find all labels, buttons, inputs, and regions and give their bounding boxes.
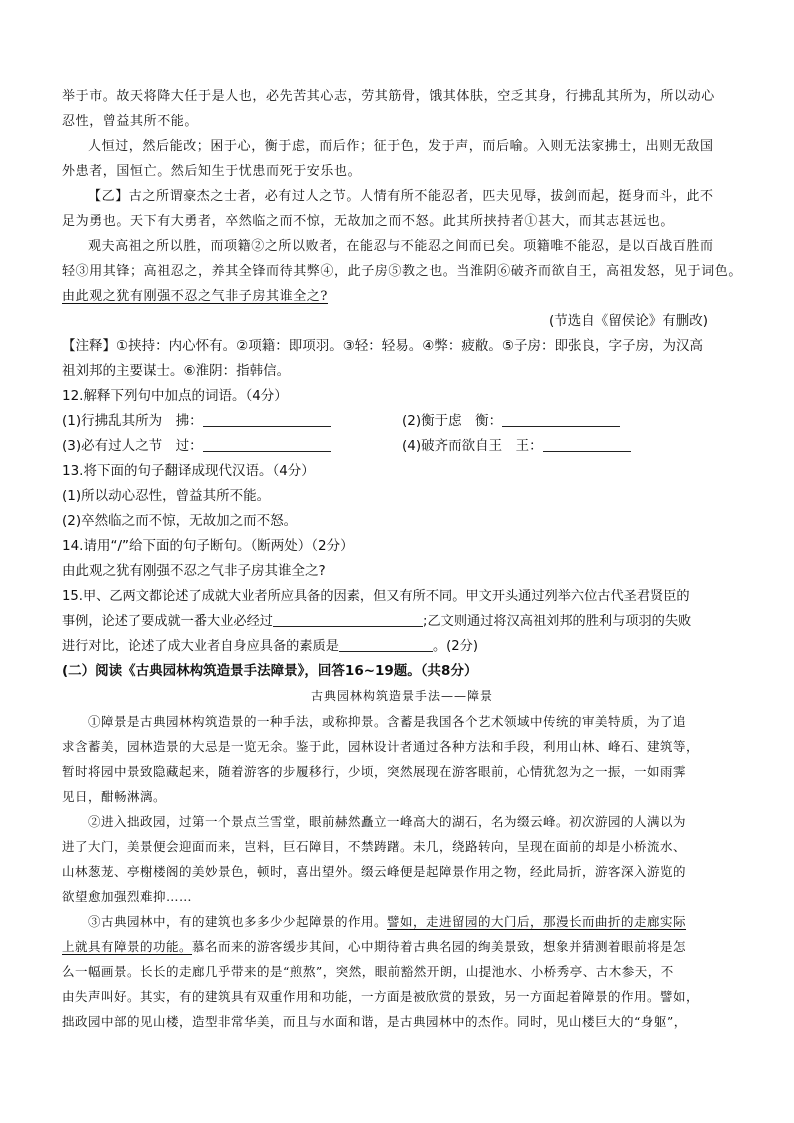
passage-yi-line-3: 观夫高祖之所以胜，而项籍②之所以败者，在能忍与不能忍之间而已矣。项籍唯不能忍，是以百战百胜而	[88, 239, 714, 254]
article-p3-line-1	[62, 909, 742, 934]
article-title: 古典园林构筑造景手法——障景	[310, 689, 493, 703]
article-p2-line-4: 欲望愈加强烈难抑……	[62, 889, 193, 904]
answer-blank[interactable]	[543, 437, 631, 452]
passage-jia-line-4: 外患者，国恒亡。然后知生于忧患而死于安乐也。	[62, 164, 362, 179]
answer-blank[interactable]	[273, 612, 423, 627]
notes-line-2: 祖刘邦的主要谋士。⑥淮阴：指韩信。	[62, 363, 291, 379]
q12-item-1: (1)行拂乱其所为 拂：	[62, 413, 203, 429]
article-p3-underlined-2: 上就具有障景的功能。	[62, 939, 193, 954]
q15-text-3a: 进行对比，论述了成大业者自身应具备的素质是	[62, 639, 339, 654]
answer-blank[interactable]	[502, 412, 620, 427]
q15-text-3b: 。(2分)	[432, 639, 478, 654]
q15-text-2a: 事例，论述了要成就一番大业必经过	[62, 614, 273, 629]
article-p3-line-3: 么一幅画景。长长的走廊几乎带来的是“煎熬”，突然，眼前豁然开朗，山提池水、小桥秀亭、古木参天，不	[62, 964, 674, 979]
source-note: (节选自《留侯论》有删改)	[548, 313, 708, 329]
q15-line-3	[62, 634, 742, 659]
exam-page	[62, 84, 742, 1034]
q12-stem: 12.解释下列句中加点的词语。（4分）	[62, 388, 288, 404]
article-p3-text-1a: ③古典园林中，有的建筑也多多少少起障景的作用。	[88, 914, 388, 929]
q12-item-3: (3)必有过人之节 过：	[62, 438, 203, 454]
notes-line-1: 【注释】①挟持：内心怀有。②项籍：即项羽。③轻：轻易。④弊：疲敝。⑤子房：即张良，字子房，为汉高	[62, 338, 704, 354]
article-p1-line-1: ①障景是古典园林构筑造景的一种手法，或称抑景。含蓄是我国各个艺术领域中传统的审美特质，为了追	[88, 714, 687, 729]
q15-line-2	[62, 609, 742, 634]
article-p3-line-5: 拙政园中部的见山楼，造型非常华美，而且与水面和谐，是古典园林中的杰作。同时，见山楼巨大的“身躯”，	[62, 1014, 687, 1029]
article-p2-line-1: ②进入拙政园，过第一个景点兰雪堂，眼前赫然矗立一峰高大的湖石，名为缀云峰。初次游园的人满以为	[88, 814, 687, 829]
q14-sentence: 由此观之犹有刚强不忍之气非子房其谁全之?	[62, 563, 326, 579]
article-p1-line-2: 求含蓄美，园林造景的大忌是一览无余。鉴于此，园林设计者通过各种方法和手段，利用山林、峰石、建筑等，	[62, 739, 700, 754]
passage-yi-line-1: 【乙】古之所谓豪杰之士者，必有过人之节。人情有所不能忍者，匹夫见辱，拔剑而起，挺身而斗，此不	[88, 189, 714, 204]
q12-item-4: (4)破齐而欲自王 王：	[402, 438, 543, 454]
q12-row-1	[62, 409, 742, 434]
passage-yi-line-5: 由此观之犹有刚强不忍之气非子房其谁全之?	[62, 289, 328, 304]
article-p1-line-4: 见日，酣畅淋漓。	[62, 789, 167, 804]
q13-sentence-2: (2)卒然临之而不惊，无故加之而不怒。	[62, 513, 298, 529]
passage-jia-line-2: 忍性，曾益其所不能。	[62, 114, 199, 129]
passage-jia-line-1: 举于市。故天将降大任于是人也，必先苦其心志，劳其筋骨，饿其体肤，空乏其身，行拂乱其所为，所以动心	[62, 89, 715, 104]
answer-blank[interactable]	[203, 437, 331, 452]
q15-text-2b: ;乙文则通过将汉高祖刘邦的胜利与项羽的失败	[423, 614, 692, 629]
article-p3-line-4: 由失声叫好。其实，有的建筑具有双重作用和功能，一方面是被欣赏的景致，另一方面起着障景的作用。譬如，	[62, 989, 700, 1004]
article-p3-line-2	[62, 934, 742, 959]
q15-line-1: 15.甲、乙两文都论述了成就大业者所应具备的因素，但又有所不同。甲文开头通过列举六位古代圣君贤臣的	[62, 589, 690, 604]
article-p2-line-3: 山林葱茏、亭榭楼阁的美妙景色，顿时，喜出望外。缀云峰便是起障景作用之物，经此局折，游客深入游览的	[62, 864, 687, 879]
article-p3-text-2b: 慕名而来的游客缓步其间，心中期待着古典名园的绚美景致，想象并猜测着眼前将是怎	[192, 939, 687, 954]
passage-yi-line-2: 足为勇也。天下有大勇者，卒然临之而不惊，无故加之而不怒。此其所挟持者①甚大，而其志甚远也。	[62, 214, 675, 229]
article-p1-line-3: 暂时将园中景致隐藏起来，随着游客的步履移行，少顷，突然展现在游客眼前，心情犹忽为之一振，一如雨霁	[62, 764, 687, 779]
article-p3-underlined-1: 譬如，走进留园的大门后，那漫长而曲折的走廊实际	[387, 914, 687, 929]
passage-yi-line-4: 轻③用其锋；高祖忍之，养其全锋而待其弊④，此子房⑤教之也。当淮阴⑥破齐而欲自王，高祖发怒，见于词色。	[62, 264, 742, 279]
answer-blank[interactable]	[203, 412, 331, 427]
q14-stem: 14.请用“/”给下面的句子断句。（断两处）（2分）	[62, 538, 354, 554]
answer-blank[interactable]	[339, 637, 433, 652]
q13-stem: 13.将下面的句子翻译成现代汉语。（4分）	[62, 463, 315, 479]
q12-item-2: (2)衡于虑 衡：	[402, 413, 503, 429]
section-2-heading: (二）阅读《古典园林构筑造景手法障景》，回答16~19题。（共8分）	[62, 663, 478, 679]
passage-jia-line-3: 人恒过，然后能改；困于心，衡于虑，而后作；征于色，发于声，而后喻。入则无法家拂士，出则无敌国	[88, 139, 714, 154]
q13-sentence-1: (1)所以动心忍性，曾益其所不能。	[62, 488, 271, 504]
article-p2-line-2: 进了大门，美景便会迎面而来，岂料，巨石障目，不禁踌躇。未几，绕路转向，呈现在面前的却是小桥流水、	[62, 839, 687, 854]
q12-row-2	[62, 434, 742, 459]
